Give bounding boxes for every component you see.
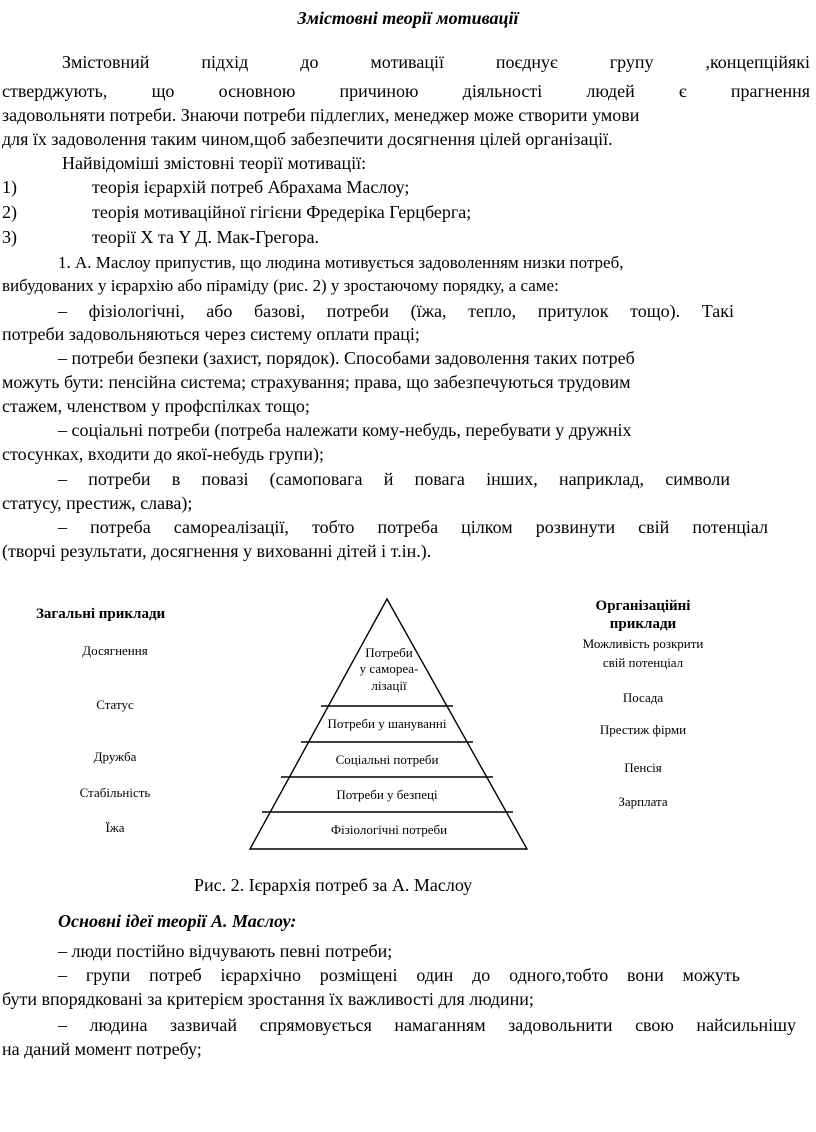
- general-example-item: Їжа: [105, 820, 125, 835]
- need-safety-line-3: стажем, членством у профспілках тощо;: [2, 396, 310, 416]
- need-selfactualization-line-2: (творчі результати, досягнення у вихованні дітей і т.ін.).: [2, 541, 432, 561]
- intro-line-3: задовольняти потреби. Знаючи потреби підлеглих, менеджер може створити умови: [2, 105, 640, 125]
- pyramid-top-label: Потреби: [365, 645, 413, 660]
- need-esteem-line-2: статусу, престиж, слава);: [2, 493, 193, 513]
- org-example-item: Зарплата: [618, 794, 668, 809]
- idea-line-1: – люди постійно відчувають певні потреби;: [58, 941, 393, 961]
- page-title: Змістовні теорії мотивації: [297, 8, 519, 28]
- idea-line-3a: – людина зазвичай спрямовується намаганням задовольнити свою найсильнішу: [58, 1015, 796, 1035]
- org-example-item: Пенсія: [624, 760, 662, 775]
- org-examples-heading-1: Організаційні: [595, 598, 691, 614]
- general-example-item: Стабільність: [79, 785, 151, 800]
- pyramid-level-physiological: Фізіологічні потреби: [330, 822, 448, 837]
- maslow-line-1: 1. А. Маслоу припустив, що людина мотивується задоволенням низки потреб,: [58, 253, 624, 272]
- need-selfactualization-line-1: – потреба самореалізації, тобто потреба цілком розвинути свій потенціал: [58, 517, 768, 537]
- pyramid-level-social: Соціальні потреби: [335, 752, 439, 767]
- theory-number: 2): [2, 202, 17, 222]
- general-examples-heading: Загальні приклади: [36, 606, 166, 622]
- org-example-item: Посада: [622, 690, 664, 705]
- ideas-heading: Основні ідеї теорії А. Маслоу:: [58, 911, 297, 931]
- need-physiological-line-1: – фізіологічні, або базові, потреби (їжа, тепло, притулок тощо). Такі: [58, 301, 734, 321]
- pyramid-level-esteem: Потреби у шануванні: [327, 716, 447, 731]
- need-esteem-line-1: – потреби в повазі (самоповага й повага інших, наприклад, символи: [58, 469, 730, 489]
- intro-line-4: для їх задоволення таким чином,щоб забезпечити досягнення цілей організації.: [2, 129, 613, 149]
- org-examples-heading-2: приклади: [609, 616, 677, 632]
- theory-number: 1): [2, 177, 17, 197]
- pyramid-top-label: у самореа-: [359, 661, 419, 676]
- theory-item: теорія мотиваційної гігієни Фредеріка Герцберга;: [92, 202, 472, 222]
- intro-line-2: стверджують, що основною причиною діяльності людей є прагнення: [2, 81, 810, 101]
- org-example-item: свій потенціал: [602, 655, 684, 670]
- need-safety-line-2: можуть бути: пенсійна система; страхування; права, що забезпечуються трудовим: [2, 372, 631, 392]
- need-safety-line-1: – потреби безпеки (захист, порядок). Способами задоволення таких потреб: [58, 348, 635, 368]
- pyramid-top-label: лізації: [371, 678, 407, 693]
- idea-line-2a: – групи потреб ієрархічно розміщені один до одного,тобто вони можуть: [58, 965, 740, 985]
- need-social-line-1: – соціальні потреби (потреба належати кому-небудь, перебувати у дружніх: [58, 420, 632, 440]
- intro-line-1: Змістовний підхід до мотивації поєднує групу ,концепційякі: [62, 52, 810, 72]
- general-example-item: Дружба: [93, 749, 137, 764]
- pyramid-level-safety: Потреби у безпеці: [336, 787, 438, 802]
- theory-item: теорії X та Y Д. Мак-Грегора.: [92, 227, 319, 247]
- general-example-item: Статус: [96, 697, 134, 712]
- theory-item: теорія ієрархій потреб Абрахама Маслоу;: [92, 177, 410, 197]
- known-theories-heading: Найвідоміші змістовні теорії мотивації:: [62, 153, 367, 173]
- org-example-item: Можливість розкрити: [582, 636, 704, 651]
- figure-caption: Рис. 2. Ієрархія потреб за А. Маслоу: [194, 875, 473, 895]
- theory-number: 3): [2, 227, 17, 247]
- org-example-item: Престиж фірми: [599, 722, 687, 737]
- need-social-line-2: стосунках, входити до якої-небудь групи);: [2, 444, 324, 464]
- maslow-line-2: вибудованих у ієрархію або піраміду (рис. 2) у зростаючому порядку, а саме:: [2, 276, 559, 295]
- idea-line-3b: на даний момент потребу;: [2, 1039, 202, 1059]
- idea-line-2b: бути впорядковані за критерієм зростання їх важливості для людини;: [2, 989, 534, 1009]
- general-example-item: Досягнення: [82, 643, 148, 658]
- need-physiological-line-2: потреби задовольняються через систему оплати праці;: [2, 324, 420, 344]
